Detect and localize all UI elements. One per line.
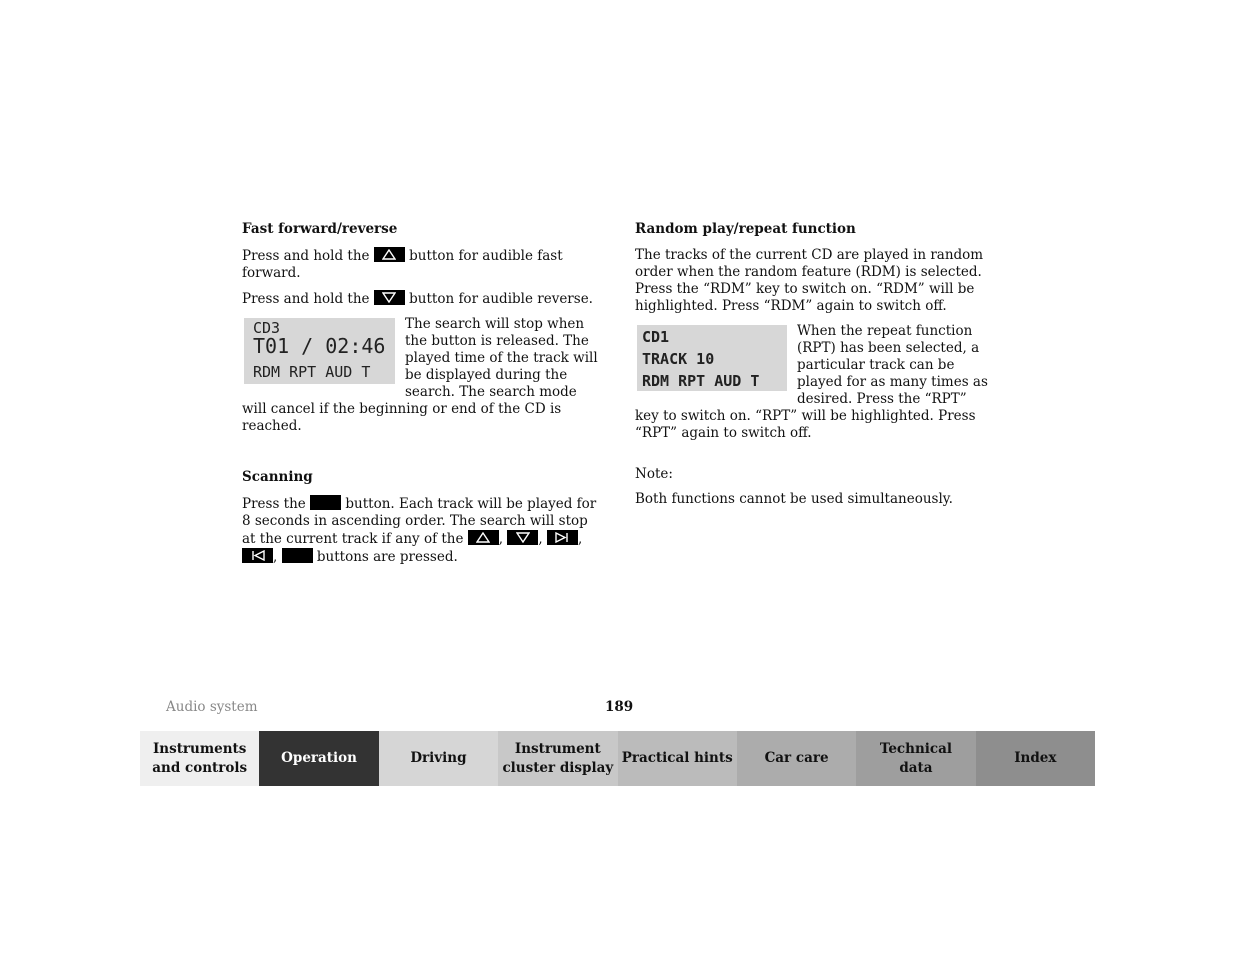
lcd-line-3: RDM RPT AUD T	[642, 372, 760, 390]
scan-button-icon	[310, 495, 341, 510]
tab-instruments-and-controls[interactable]: Instruments and controls	[140, 731, 259, 786]
rev-text-pre: Press and hold the	[242, 291, 370, 307]
scanning-instruction	[242, 495, 600, 566]
chapter-navigation	[140, 731, 1095, 786]
tab-practical-hints[interactable]: Practical hints	[618, 731, 737, 786]
cd-display-track	[637, 325, 787, 391]
separator: ,	[273, 549, 278, 565]
separator: ,	[538, 531, 543, 547]
tab-car-care[interactable]: Car care	[737, 731, 856, 786]
random-repeat-heading: Random play/repeat function	[635, 221, 856, 237]
reverse-instruction	[242, 290, 600, 308]
fast-forward-reverse-heading: Fast forward/reverse	[242, 221, 398, 237]
scan-text-post: buttons are pressed.	[316, 549, 458, 565]
lcd-line-2: TRACK 10	[642, 350, 715, 368]
lcd-line-3: RDM RPT AUD T	[253, 363, 371, 381]
lcd-line-1: CD1	[642, 328, 670, 346]
lcd-line-1: CD3	[253, 319, 281, 337]
tab-technical-data[interactable]: Technical data	[856, 731, 975, 786]
search-description: The search will stop when the button is released. The played time of the track will be displayed during the search. The search mode will cancel if the beginning or end of the CD is reached.	[242, 316, 598, 434]
cd-display-search	[244, 318, 395, 384]
left-column	[242, 221, 600, 574]
note-label: Note:	[635, 466, 673, 482]
tab-driving[interactable]: Driving	[379, 731, 498, 786]
blank-button-icon	[282, 548, 313, 563]
rev-text-post: button for audible reverse.	[409, 291, 593, 307]
right-column	[635, 221, 993, 516]
repeat-description: When the repeat function (RPT) has been selected, a particular track can be played for as many times as desired. Press the “RPT” key to switch on. “RPT” will be highlighted. Press “RPT” again to switch off.	[635, 323, 988, 441]
tab-index[interactable]: Index	[976, 731, 1095, 786]
scanning-heading: Scanning	[242, 469, 313, 485]
down-triangle-icon	[507, 530, 538, 545]
scan-text-pre: Press the	[242, 496, 306, 512]
scan-text-mid: button. Each track will be played for 8 seconds in ascending order. The search will stop at the current track if any of the	[242, 496, 597, 547]
section-label: Audio system	[166, 699, 258, 715]
tab-instrument-cluster-display[interactable]: Instrument cluster display	[498, 731, 617, 786]
tab-operation[interactable]: Operation	[259, 731, 378, 786]
down-triangle-icon	[374, 290, 405, 305]
note-text: Both functions cannot be used simultaneously.	[635, 491, 953, 507]
up-triangle-icon	[468, 530, 499, 545]
ff-text-pre: Press and hold the	[242, 248, 370, 264]
skip-forward-icon	[547, 530, 578, 545]
fast-forward-instruction	[242, 247, 600, 282]
lcd-line-2: T01 / 02:46	[253, 334, 386, 358]
up-triangle-icon	[374, 247, 405, 262]
random-description: The tracks of the current CD are played in random order when the random feature (RDM) is selected. Press the “RDM” key to switch on. “RDM” will be highlighted. Press “RDM” again to switch off.	[635, 247, 984, 314]
page-number: 189	[605, 699, 634, 715]
ff-text-post: button for audible fast forward.	[242, 248, 563, 281]
separator: ,	[498, 531, 504, 547]
skip-back-icon	[242, 548, 273, 563]
separator: ,	[577, 531, 583, 547]
